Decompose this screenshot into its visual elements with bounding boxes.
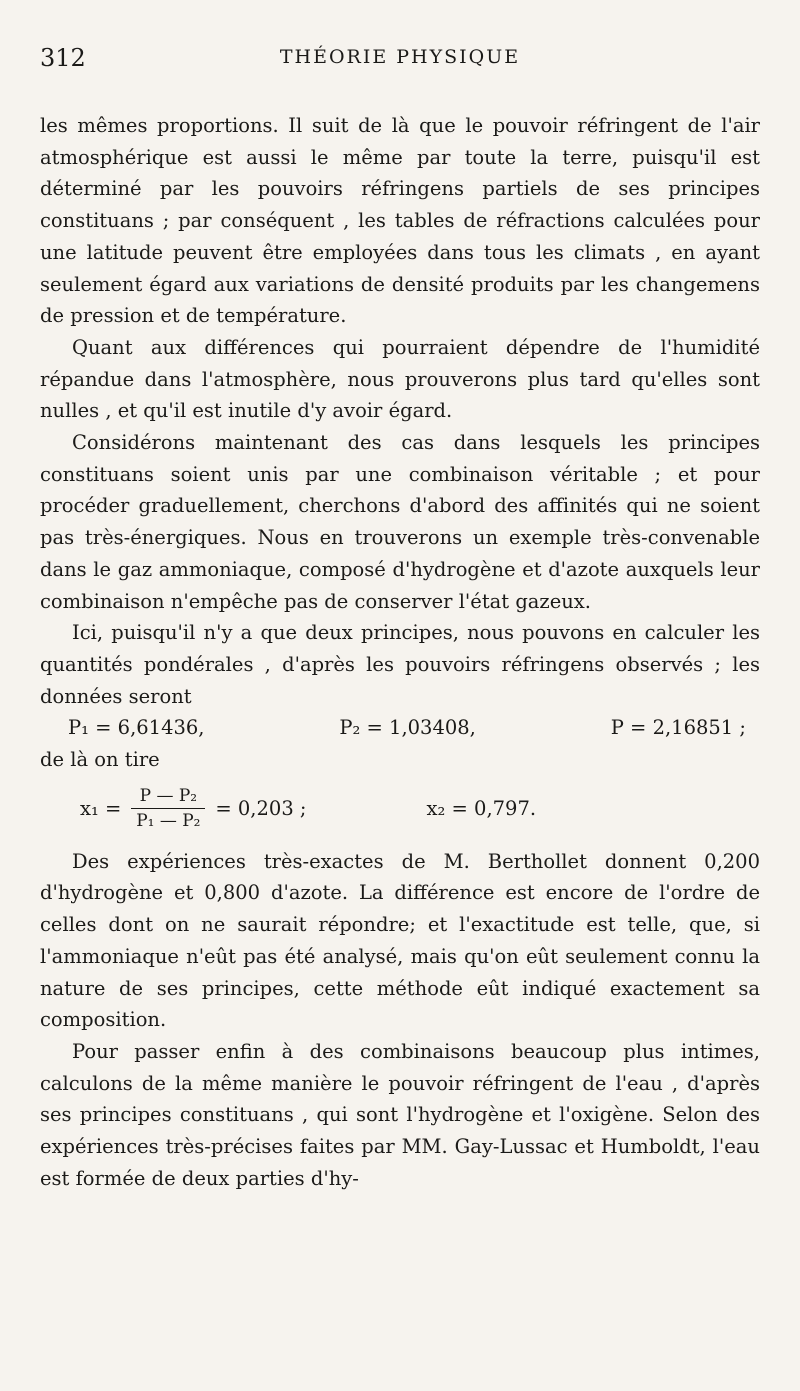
paragraph-3: Considérons maintenant des cas dans lesquels les principes constituans soient unis par une combinaison véritable ; et pour procéder graduellement, cherchons d'abord des affinités qui ne soient pas très-énergiques. Nous en trouverons un exemple très-convenable dans le gaz ammoniaque, composé d'hydrogène et d'azote auxquels leur combinaison n'empêche pas de conserver l'état gazeux.	[40, 431, 760, 613]
formula-result-2: x₂ = 0,797.	[426, 796, 537, 820]
page-body	[40, 110, 760, 1195]
paragraph-4: Ici, puisqu'il n'y a que deux principes, nous pouvons en calculer les quantités pondérales , d'après les pouvoirs réfringens observés ; les données seront	[40, 621, 760, 708]
formula-lhs: x₁ =	[80, 796, 122, 820]
paragraph-5: Des expériences très-exactes de M. Berthollet donnent 0,200 d'hydrogène et 0,800 d'azote. La différence est encore de l'ordre de celles dont on ne saurait répondre; et l'exactitude est telle, que, si l'ammoniaque n'eût pas été analysé, mais qu'on eût seulement connu la nature de ses principes, cette méthode eût indiqué exactement sa composition.	[40, 849, 760, 1032]
page-header	[40, 44, 760, 84]
value-p: P = 2,16851 ;	[610, 716, 746, 740]
formula-block	[40, 778, 760, 840]
value-p2: P₂ = 1,03408,	[339, 716, 476, 740]
paragraph-1: les mêmes proportions. Il suit de là que le pouvoir réfringent de l'air atmosphérique est aussi le même par toute la terre, puisqu'il est déterminé par les pouvoirs réfringens partiels de ses principes constituans ; par conséquent , les tables de réfractions calculées pour une latitude peuvent être employées dans tous les climats , en ayant seulement égard aux variations de densité produits par les changemens de pression et de température.	[40, 114, 760, 328]
given-values-line	[40, 712, 760, 744]
value-p1: P₁ = 6,61436,	[68, 716, 205, 740]
fraction-numerator: P — P₂	[139, 786, 198, 807]
fraction	[131, 786, 205, 831]
formula-result-1: = 0,203 ;	[215, 796, 307, 820]
running-head: THÉORIE PHYSIQUE	[279, 46, 521, 68]
fraction-bar	[131, 808, 205, 809]
page-number: 312	[40, 44, 86, 72]
paragraph-2: Quant aux différences qui pourraient dépendre de l'humidité répandue dans l'atmosphère, nous prouverons plus tard qu'elles sont nulles , et qu'il est inutile d'y avoir égard.	[40, 335, 760, 423]
derive-text: de là on tire	[40, 748, 160, 772]
fraction-denominator: P₁ — P₂	[136, 811, 201, 832]
paragraph-6: Pour passer enfin à des combinaisons beaucoup plus intimes, calculons de la même manière le pouvoir réfringent de l'eau , d'après ses principes constituans , qui sont l'hydrogène et l'oxigène. Selon des expériences très-précises faites par MM. Gay-Lussac et Humboldt, l'eau est formée de deux parties d'hy-	[40, 1039, 760, 1190]
